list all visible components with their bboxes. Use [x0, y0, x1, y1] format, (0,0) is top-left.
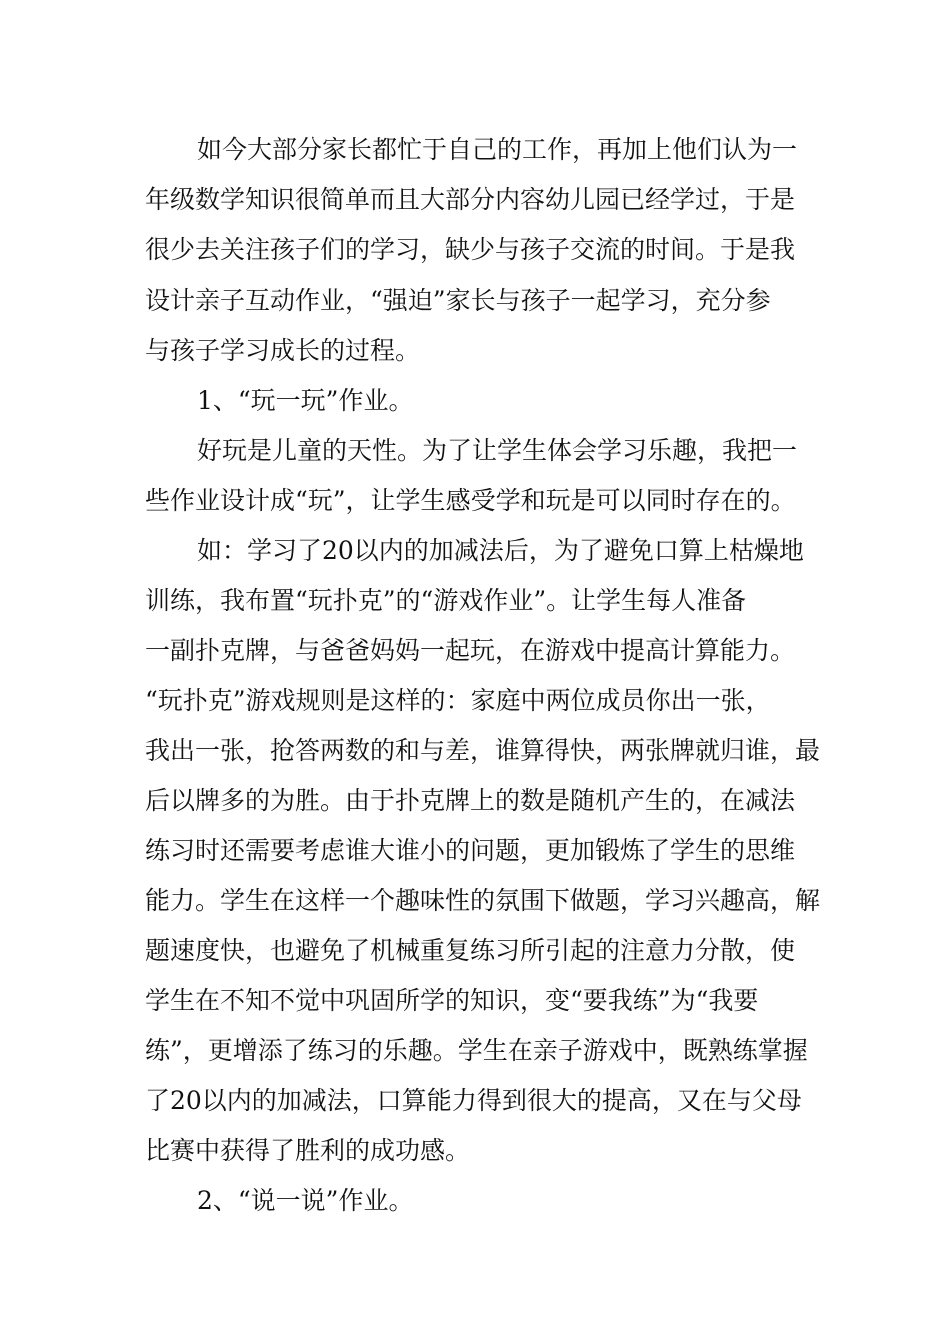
- section-heading: 1、“玩一玩”作业。: [197, 386, 414, 415]
- paragraph-line: 了20以内的加减法，口算能力得到很大的提高，又在与父母: [145, 1086, 802, 1115]
- paragraph-line: 很少去关注孩子们的学习，缺少与孩子交流的时间。于是我: [145, 235, 796, 264]
- paragraph-line: 比赛中获得了胜利的成功感。: [145, 1136, 471, 1165]
- paragraph-line: 如：学习了20以内的加减法后，为了避免口算上枯燥地: [197, 536, 804, 565]
- paragraph-line: 年级数学知识很简单而且大部分内容幼儿园已经学过，于是: [145, 185, 796, 214]
- paragraph-line: 好玩是儿童的天性。为了让学生体会学习乐趣，我把一: [197, 436, 798, 465]
- paragraph-line: 我出一张，抢答两数的和与差，谁算得快，两张牌就归谁，最: [145, 736, 821, 765]
- paragraph-line: “玩扑克”游戏规则是这样的：家庭中两位成员你出一张，: [145, 686, 771, 715]
- section-heading: 2、“说一说”作业。: [197, 1186, 414, 1215]
- paragraph-line: 设计亲子互动作业，“强迫”家长与孩子一起学习，充分参: [145, 286, 771, 315]
- paragraph-line: 练习时还需要考虑谁大谁小的问题，更加锻炼了学生的思维: [145, 836, 796, 865]
- paragraph-line: 训练，我布置“玩扑克”的“游戏作业”。让学生每人准备: [145, 586, 747, 615]
- paragraph-line: 练”，更增添了练习的乐趣。学生在亲子游戏中，既熟练掌握: [145, 1036, 808, 1065]
- paragraph-line: 些作业设计成“玩”，让学生感受学和玩是可以同时存在的。: [145, 486, 796, 515]
- paragraph-line: 题速度快，也避免了机械重复练习所引起的注意力分散，使: [145, 936, 796, 965]
- paragraph-line: 学生在不知不觉中巩固所学的知识，变“要我练”为“我要: [145, 986, 759, 1015]
- paragraph-line: 如今大部分家长都忙于自己的工作，再加上他们认为一: [197, 135, 798, 164]
- paragraph-line: 能力。学生在这样一个趣味性的氛围下做题，学习兴趣高，解: [145, 886, 821, 915]
- paragraph-line: 一副扑克牌，与爸爸妈妈一起玩，在游戏中提高计算能力。: [145, 636, 796, 665]
- paragraph-line: 与孩子学习成长的过程。: [145, 336, 421, 365]
- paragraph-line: 后以牌多的为胜。由于扑克牌上的数是随机产生的，在减法: [145, 786, 796, 815]
